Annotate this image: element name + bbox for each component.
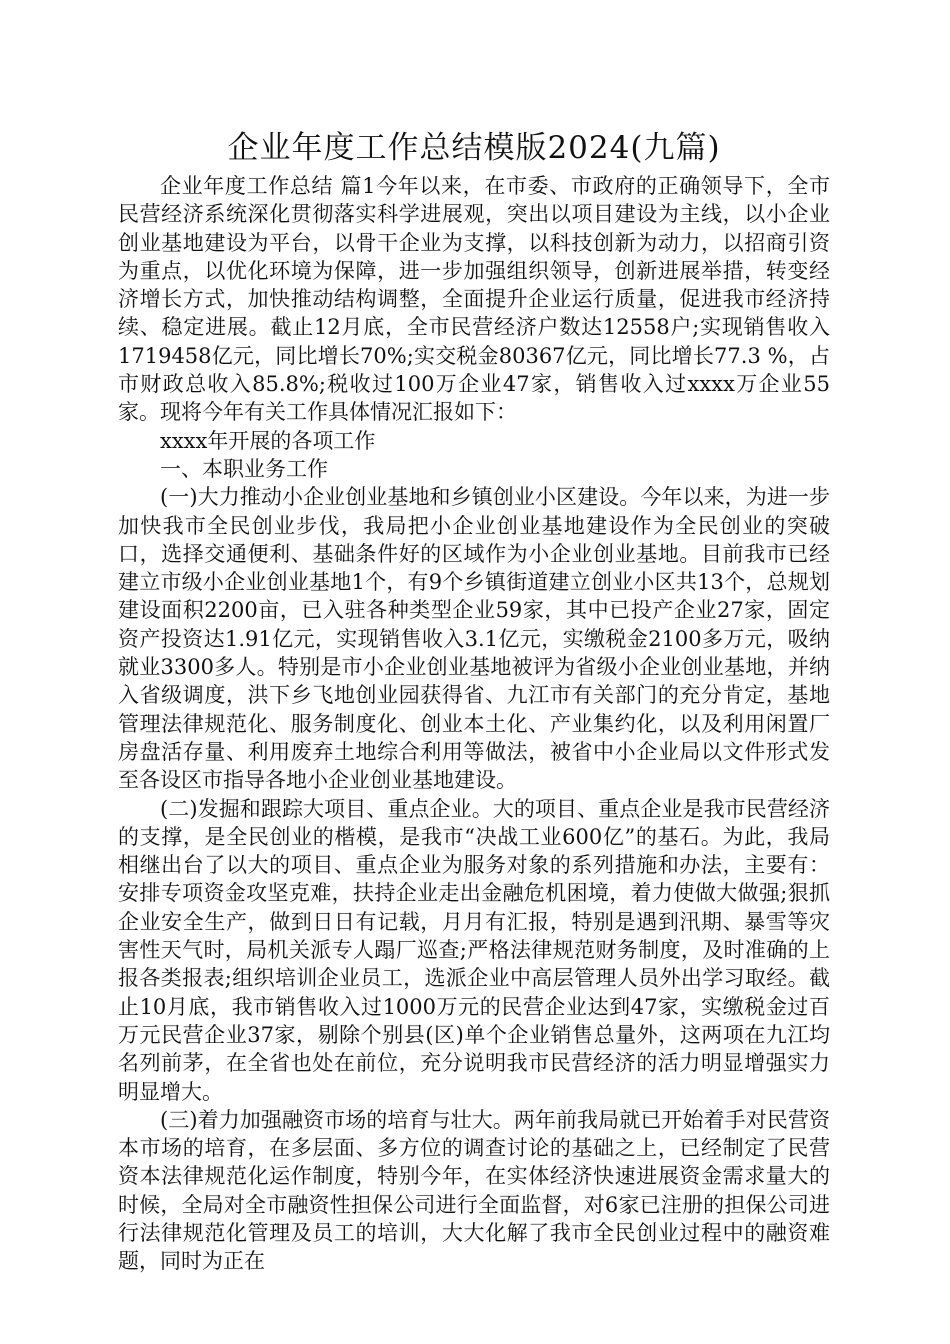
- body-paragraph-2: (二)发掘和跟踪大项目、重点企业。大的项目、重点企业是我市民营经济的支撑，是全民创业的楷模，是我市“决战工业600亿”的基石。为此，我局相继出台了以大的项目、重点企业为服务对象的系列措施和办法，主要有：安排专项资金攻坚克难，扶持企业走出金融危机困境，着力使做大做强;狠抓企业安全生产，做到日日有记载，月月有汇报，特别是遇到汛期、暴雪等灾害性天气时，局机关派专人蹋厂巡查;严格法律规范财务制度，及时准确的上报各类报表;组织培训企业员工，选派企业中高层管理人员外出学习取经。截止10月底，我市销售收入过1000万元的民营企业达到47家，实缴税金过百万元民营企业37家，剔除个别县(区)单个企业销售总量外，这两项在九江均名列前茅，在全省也处在前位，充分说明我市民营经济的活力明显增强实力明显增大。: [118, 796, 830, 1104]
- body-paragraph-3: (三)着力加强融资市场的培育与壮大。两年前我局就已开始着手对民营资本市场的培育，在多层面、多方位的调查讨论的基础之上，已经制定了民营资本法律规范化运作制度，特别今年，在实体经济快速进展资金需求量大的时候，全局对全市融资性担保公司进行全面监督，对6家已注册的担保公司进行法律规范化管理及员工的培训，大大化解了我市全民创业过程中的融资难题，同时为正在: [118, 1107, 830, 1274]
- section-one-heading: 一、本职业务工作: [160, 456, 328, 481]
- year-work-heading: xxxx年开展的各项工作: [160, 428, 376, 453]
- document-title: 企业年度工作总结模版2024(九篇): [227, 130, 721, 166]
- body-paragraph-1: (一)大力推动小企业创业基地和乡镇创业小区建设。今年以来，为进一步加快我市全民创业步伐，我局把小企业创业基地建设作为全民创业的突破口，选择交通便利、基础条件好的区域作为小企业创业基地。目前我市已经建立市级小企业创业基地1个，有9个乡镇街道建立创业小区共13个，总规划建设面积2200亩，已入驻各种类型企业59家，其中已投产企业27家，固定资产投资达1.91亿元，实现销售收入3.1亿元，实缴税金2100多万元，吸纳就业3300多人。特别是市小企业创业基地被评为省级小企业创业基地，并纳入省级调度，洪下乡飞地创业园获得省、九江市有关部门的充分肯定，基地管理法律规范化、服务制度化、创业本土化、产业集约化，以及利用闲置厂房盘活存量、利用废弃土地综合利用等做法，被省中小企业局以文件形式发至各设区市指导各地小企业创业基地建设。: [118, 485, 830, 793]
- intro-paragraph: 企业年度工作总结 篇1今年以来，在市委、市政府的正确领导下，全市民营经济系统深化贯彻落实科学进展观，突出以项目建设为主线，以小企业创业基地建设为平台，以骨干企业为支撑，以科技创新为动力，以招商引资为重点，以优化环境为保障，进一步加强组织领导，创新进展举措，转变经济增长方式，加快推动结构调整，全面提升企业运行质量，促进我市经济持续、稳定进展。截止12月底，全市民营经济户数达12558户;实现销售收入1719458亿元，同比增长70%;实交税金80367亿元，同比增长77.3 %，占市财政总收入85.8%;税收过100万企业47家，销售收入过xxxx万企业55家。现将今年有关工作具体情况汇报如下：: [118, 174, 830, 425]
- document-page: [118, 128, 830, 1276]
